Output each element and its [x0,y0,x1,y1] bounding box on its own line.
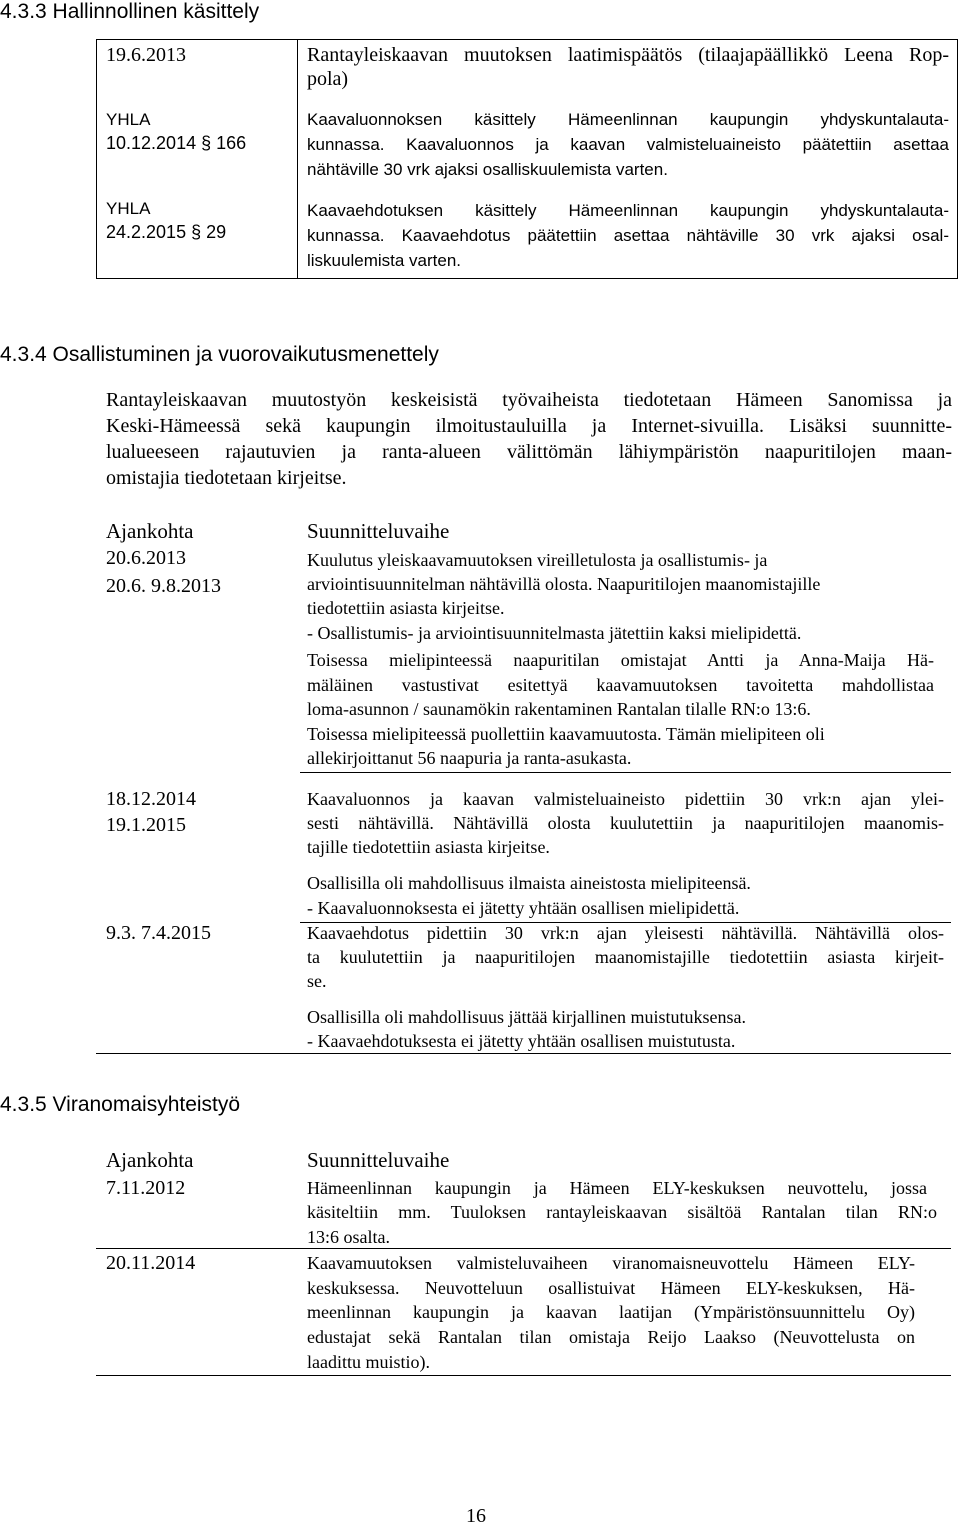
row-desc-line: mäläinen vastustivat esitettyä kaavamuutoksen tavoitetta mahdollistaa [307,675,934,695]
row-date: 20.11.2014 [106,1252,196,1274]
col-header-date: Ajankohta [106,1148,194,1172]
table-border-middle [297,39,298,279]
col-header-phase: Suunnitteluvaihe [307,1148,450,1172]
paragraph-line: Keski-Hämeessä sekä kaupungin ilmoitustauluilla ja Internet-sivuilla. Lisäksi suunnitte- [106,415,952,437]
row-desc-line: liskuulemista varten. [307,251,462,270]
row-desc-line: keskuksessa. Neuvotteluun osallistuivat Hämeen ELY-keskuksen, Hä- [307,1278,915,1298]
row-date-end: 19.1.2015 [106,814,186,836]
row-desc-line: allekirjoittanut 56 naapuria ja ranta-asukasta. [307,748,632,768]
row-desc-line: tiedotettiin asiasta kirjeitse. [307,598,505,618]
row-desc-line: Toisessa mielipinteessä naapuritilan omistajat Antti ja Anna-Maija Hä- [307,650,934,670]
row-desc-line: kunnassa. Kaavaehdotus päätettiin asettaa nähtäville 30 vrk ajaksi osal- [307,226,949,245]
col-header-date: Ajankohta [106,519,194,543]
row-desc-line: arviointisuunnitelman nähtävillä olosta. Naapuritilojen maanomistajille [307,574,821,594]
page-number: 16 [466,1505,486,1527]
section-434-heading: 4.3.4 Osallistuminen ja vuorovaikutusmenettely [0,343,439,366]
row-desc-line: Kaavaehdotus pidettiin 30 vrk:n ajan yleisesti nähtävillä. Nähtävillä olos- [307,923,944,943]
row-desc-line: - Kaavaehdotuksesta ei jätetty yhtään osallisen muistutusta. [307,1031,736,1051]
row-desc-line: loma-asunnon / saunamökin rakentaminen Rantalan tilalle RN:o 13:6. [307,699,811,719]
row-desc-line: ta kuulutettiin ja naapuritilojen maanomistajille tiedotettiin asiasta kirjeit- [307,947,944,967]
row-desc-line: - Kaavaluonnoksesta ei jätetty yhtään osallisen mielipidettä. [307,898,740,918]
row-desc-line: Kaavamuutoksen valmisteluvaiheen viranomaisneuvottelu Hämeen ELY- [307,1253,915,1273]
paragraph-line: Rantayleiskaavan muutostyön keskeisistä työvaiheista tiedotetaan Hämeen Sanomissa ja [106,389,952,411]
row-desc-line: Hämeenlinnan kaupungin ja Hämeen ELY-keskuksen neuvottelu, jossa [307,1178,927,1198]
row-desc-line: - Osallistumis- ja arviointisuunnitelmasta jätettiin kaksi mielipidettä. [307,623,802,643]
row-date-range: 20.6. 9.8.2013 [106,575,221,597]
table-border-top [96,39,958,40]
row-date-range: 9.3. 7.4.2015 [106,922,211,944]
table-border-left [96,39,97,279]
col-header-phase: Suunnitteluvaihe [307,519,450,543]
row-date: 7.11.2012 [106,1177,186,1199]
row-desc-line: pola) [307,68,349,90]
table-border-bottom [96,278,958,279]
row-desc-line: Osallisilla oli mahdollisuus jättää kirjallinen muistutuksensa. [307,1007,746,1027]
row-date: 19.6.2013 [106,44,186,66]
row-date: 24.2.2015 § 29 [106,222,227,242]
row-desc-line: sesti nähtävillä. Nähtävillä olosta kuulutettiin ja naapuritilojen maanomis- [307,813,944,833]
row-desc-line: se. [307,971,327,991]
table-border-bottom [96,1375,951,1376]
row-desc-line: nähtäville 30 vrk ajaksi osalliskuulemista varten. [307,160,668,179]
section-433-heading: 4.3.3 Hallinnollinen käsittely [0,0,260,23]
row-committee: YHLA [106,199,151,218]
row-desc-line: Kaavaluonnoksen käsittely Hämeenlinnan kaupungin yhdyskuntalauta- [307,110,949,129]
row-date-start: 18.12.2014 [106,788,196,810]
row-desc-line: käsiteltiin mm. Tuuloksen rantayleiskaavan sisältöä Rantalan tilan RN:o [307,1202,937,1222]
row-desc-line: Kaavaluonnos ja kaavan valmisteluaineisto pidettiin 30 vrk:n ajan ylei- [307,789,944,809]
paragraph-line: lualueeseen rajautuvien ja ranta-alueen välittömän lähiympäristön naapuritilojen maan- [106,441,952,463]
section-435-heading: 4.3.5 Viranomaisyhteistyö [0,1093,241,1116]
row-desc-line: edustajat sekä Rantalan tilan omistaja Reijo Laakso (Neuvottelusta on [307,1327,915,1347]
row-desc-line: Toisessa mielipiteessä puollettiin kaavamuutosta. Tämän mielipiteen oli [307,724,825,744]
row-separator [300,772,951,773]
row-desc-line: tajille tiedotettiin asiasta kirjeitse. [307,837,550,857]
row-desc-line: laadittu muistio). [307,1352,430,1372]
row-desc-line: Rantayleiskaavan muutoksen laatimispäätös (tilaajapäällikkö Leena Rop- [307,44,949,66]
table-border-bottom [96,1053,951,1054]
row-desc-line: Kaavaehdotuksen käsittely Hämeenlinnan kaupungin yhdyskuntalauta- [307,201,949,220]
table-border-right [957,39,958,279]
row-desc-line: Osallisilla oli mahdollisuus ilmaista aineistosta mielipiteensä. [307,873,751,893]
row-date: 20.6.2013 [106,547,186,569]
row-desc-line: 13:6 osalta. [307,1227,390,1247]
paragraph-line: omistajia tiedotetaan kirjeitse. [106,467,347,489]
row-desc-line: meenlinnan kaupungin ja kaavan laatijan (Ympäristönsuunnittelu Oy) [307,1302,915,1322]
row-committee: YHLA [106,110,151,129]
row-desc-line: kunnassa. Kaavaluonnos ja kaavan valmisteluaineisto päätettiin asettaa [307,135,949,154]
row-date: 10.12.2014 § 166 [106,133,247,153]
row-separator [96,1248,951,1249]
row-desc-line: Kuulutus yleiskaavamuutoksen vireilletulosta ja osallistumis- ja [307,550,768,570]
